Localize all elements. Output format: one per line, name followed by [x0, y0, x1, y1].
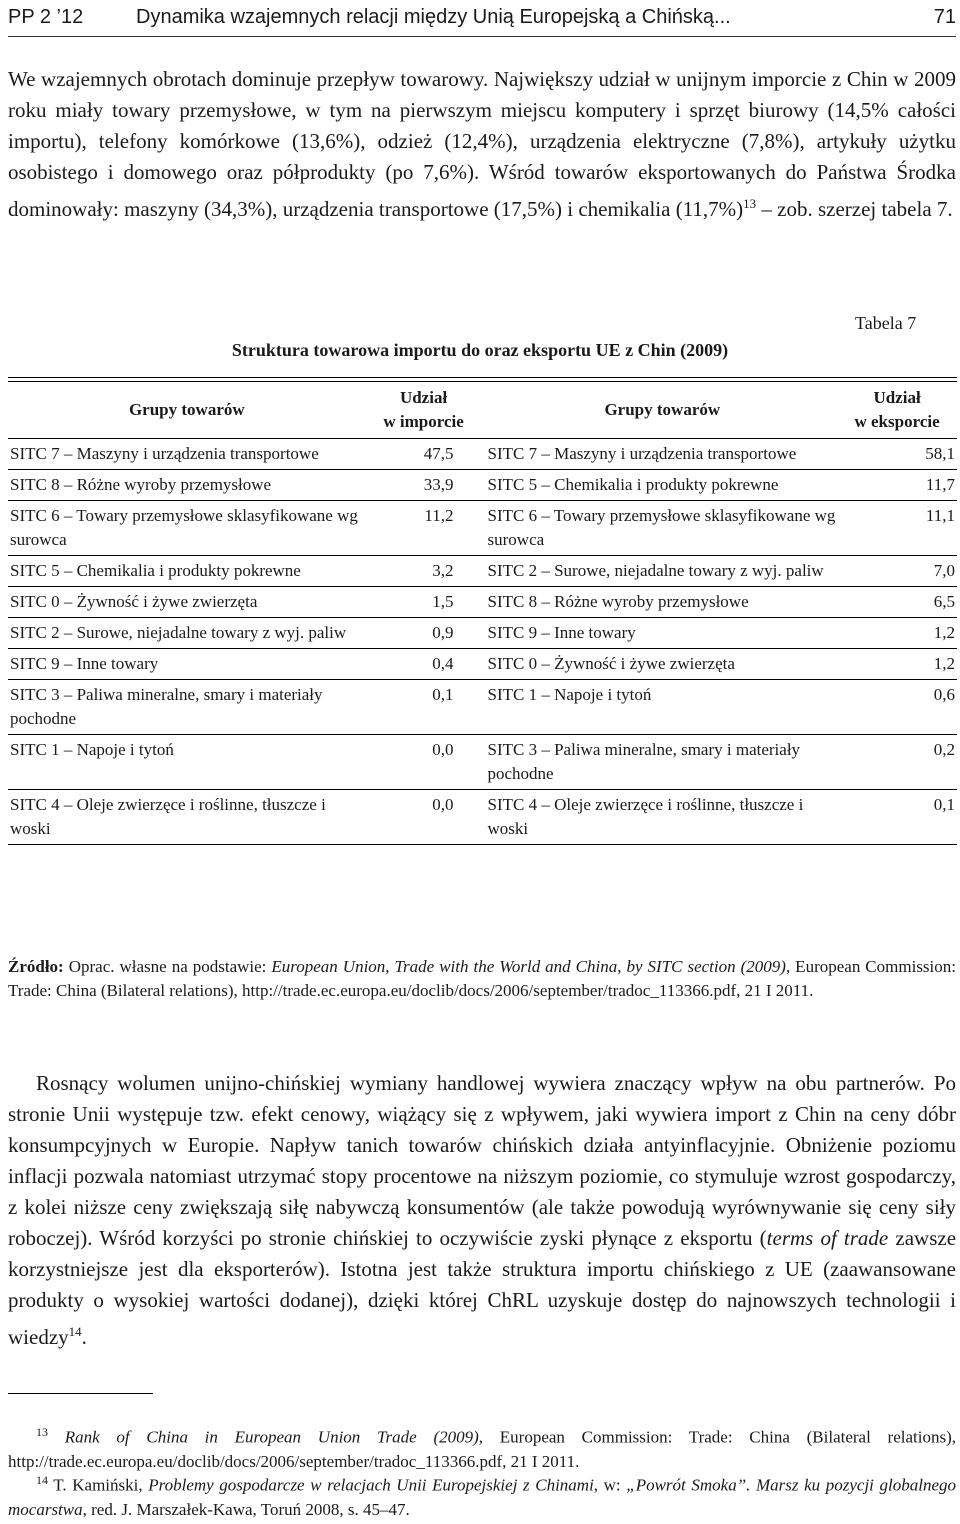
export-share-cell: 11,7	[925, 475, 955, 494]
header-share-import-line1: Udział	[399, 388, 448, 407]
import-share-cell: 0,0	[432, 740, 454, 759]
footnote-14-number: 14	[36, 1473, 48, 1487]
footnote-14-text: , w:	[593, 1475, 627, 1495]
import-group-cell: SITC 3 – Paliwa mineralne, smary i materiały pochodne	[10, 685, 323, 728]
table-row	[8, 500, 957, 555]
source-text-end: , European Commission: Trade: China (Bilateral relations), http://trade.ec.europa.eu/doclib/docs/2006/september/tradoc_113366.pdf, 21 I 2011.	[8, 957, 956, 1000]
running-title: Dynamika wzajemnych relacji między Unią Europejską a Chińską...	[136, 6, 731, 28]
intro-paragraph	[8, 64, 956, 225]
header-share-export-line2: w eksporcie	[854, 412, 940, 431]
table-row	[8, 469, 957, 500]
body-text-cont: zawsze korzystniejsze jest dla eksporterów). Istotna jest także struktura importu chińskiego z UE (zaawansowane produkty o wysokiej wartości dodanej), dzięki której ChRL uzyskuje dostęp do najnowszych technologii i wiedzy	[8, 1226, 957, 1349]
import-group-cell: SITC 1 – Napoje i tytoń	[10, 740, 174, 759]
import-share-cell: 1,5	[432, 592, 454, 611]
export-group-cell: SITC 5 – Chemikalia i produkty pokrewne	[487, 475, 779, 494]
table-body	[8, 438, 957, 844]
import-group-cell: SITC 2 – Surowe, niejadalne towary z wyj. paliw	[10, 623, 347, 642]
intro-text-end: – zob. szerzej tabela 7.	[756, 197, 953, 221]
source-text: Oprac. własne na podstawie:	[63, 957, 272, 976]
body-italic-term: terms of trade	[766, 1226, 889, 1250]
body-paragraph	[8, 1068, 956, 1353]
journal-issue: PP 2 ’12	[8, 6, 84, 28]
import-group-cell: SITC 4 – Oleje zwierzęce i roślinne, tłuszcze i woski	[10, 795, 326, 838]
table-row	[8, 438, 957, 469]
export-group-cell: SITC 9 – Inne towary	[487, 623, 636, 642]
footnote-14-text-end: , red. J. Marszałek-Kawa, Toruń 2008, s. 45–47.	[82, 1499, 410, 1519]
export-share-cell: 0,2	[933, 740, 955, 759]
export-group-cell: SITC 6 – Towary przemysłowe sklasyfikowane wg surowca	[487, 506, 836, 549]
footnote-14	[8, 1468, 956, 1522]
page-number: 71	[933, 6, 956, 28]
export-share-cell: 1,2	[933, 654, 955, 673]
import-share-cell: 47,5	[423, 444, 454, 463]
table-row	[8, 586, 957, 617]
export-share-cell: 58,1	[925, 444, 955, 463]
footnote-13	[8, 1420, 956, 1474]
trade-structure-table	[8, 377, 957, 845]
export-group-cell: SITC 7 – Maszyny i urządzenia transportowe	[487, 444, 797, 463]
export-group-cell: SITC 8 – Różne wyroby przemysłowe	[487, 592, 749, 611]
export-share-cell: 0,6	[933, 685, 955, 704]
import-share-cell: 0,1	[432, 685, 454, 704]
export-group-cell: SITC 2 – Surowe, niejadalne towary z wyj. paliw	[487, 561, 824, 580]
export-share-cell: 0,1	[933, 795, 955, 814]
footnote-ref-14[interactable]: 14	[68, 1324, 82, 1339]
intro-text: We wzajemnych obrotach dominuje przepływ towarowy. Największy udział w unijnym imporcie z Chin w 2009 roku miały towary przemysłowe, w tym na pierwszym miejscu komputery i sprzęt biurowy (14,5% całości importu), telefony komórkowe (13,6%), odzież (12,4%), urządzenia elektryczne (7,8%), artykuły użytku osobistego i domowego oraz półprodukty (po 7,6%). Wśród towarów eksportowanych do Państwa Środka dominowały: maszyny (34,3%), urządzenia transportowe (17,5%) i chemikalia (11,7%)	[8, 67, 956, 221]
import-group-cell: SITC 7 – Maszyny i urządzenia transportowe	[10, 444, 319, 463]
import-share-cell: 11,2	[424, 506, 454, 525]
table-header-row	[8, 382, 957, 438]
header-share-import	[364, 386, 484, 434]
import-group-cell: SITC 6 – Towary przemysłowe sklasyfikowane wg surowca	[10, 506, 358, 549]
body-text-end: .	[81, 1325, 87, 1349]
footnote-14-title: Problemy gospodarcze w relacjach Unii Europejskiej z Chinami	[148, 1475, 594, 1495]
table-label: Tabela 7	[855, 313, 917, 333]
header-share-import-line2: w imporcie	[383, 412, 464, 431]
table-row	[8, 648, 957, 679]
import-group-cell: SITC 0 – Żywność i żywe zwierzęta	[10, 592, 258, 611]
import-share-cell: 33,9	[423, 475, 454, 494]
header-share-export-line1: Udział	[873, 388, 921, 407]
header-share-export	[837, 386, 957, 434]
footnote-13-title: Rank of China in European Union Trade (2009)	[64, 1427, 479, 1447]
table-row	[8, 734, 957, 789]
export-group-cell: SITC 4 – Oleje zwierzęce i roślinne, tłuszcze i woski	[487, 795, 804, 838]
header-groups-import: Grupy towarów	[128, 400, 245, 419]
export-share-cell: 7,0	[933, 561, 955, 580]
import-share-cell: 3,2	[432, 561, 454, 580]
table-row	[8, 789, 957, 844]
footnote-13-number: 13	[36, 1425, 48, 1439]
body-text: Rosnący wolumen unijno-chińskiej wymiany handlowej wywiera znaczący wpływ na obu partnerów. Po stronie Unii występuje tzw. efekt cenowy, wiążący się z wpływem, jaki wywiera import z Chin na ceny dóbr konsumpcyjnych w Europie. Napływ tanich towarów chińskich działa antyinflacyjnie. Obniżenie poziomu inflacji pozwala natomiast utrzymać stopy procentowe na niższym poziomie, co stymuluje wzrost gospodarczy, z kolei niższe ceny zwiększają siłę nabywczą konsumentów (ale także powodują wyrównywanie się ceny siły roboczej). Wśród korzyści po stronie chińskiej to oczywiście zyski płynące z eksportu (	[8, 1071, 956, 1250]
table-row	[8, 617, 957, 648]
export-share-cell: 11,1	[925, 506, 955, 525]
header-groups-export: Grupy towarów	[604, 400, 721, 419]
footnote-rule	[8, 1393, 153, 1394]
source-label: Źródło:	[8, 957, 64, 976]
footnote-14-book: „Powrót Smoka”. Marsz ku pozycji globalnego mocarstwa	[8, 1475, 956, 1519]
running-header	[8, 0, 956, 37]
table-row	[8, 679, 957, 734]
import-group-cell: SITC 9 – Inne towary	[10, 654, 159, 673]
export-share-cell: 1,2	[933, 623, 955, 642]
footnote-13-text: , European Commission: Trade: China (Bilateral relations), http://trade.ec.europa.eu/doclib/docs/2006/september/tradoc_113366.pdf, 21 I 2011.	[8, 1427, 957, 1471]
source-title: European Union, Trade with the World and China, by SITC section (2009)	[271, 957, 786, 976]
table-source	[8, 955, 956, 1003]
export-share-cell: 6,5	[933, 592, 955, 611]
table-row	[8, 555, 957, 586]
table-title: Struktura towarowa importu do oraz eksportu UE z Chin (2009)	[231, 340, 729, 360]
export-group-cell: SITC 0 – Żywność i żywe zwierzęta	[487, 654, 735, 673]
footnote-ref-13[interactable]: 13	[743, 196, 757, 211]
export-group-cell: SITC 1 – Napoje i tytoń	[487, 685, 652, 704]
footnote-14-author: T. Kamiński,	[48, 1475, 149, 1495]
export-group-cell: SITC 3 – Paliwa mineralne, smary i materiały pochodne	[487, 740, 801, 783]
import-group-cell: SITC 5 – Chemikalia i produkty pokrewne	[10, 561, 301, 580]
import-group-cell: SITC 8 – Różne wyroby przemysłowe	[10, 475, 272, 494]
import-share-cell: 0,0	[432, 795, 454, 814]
import-share-cell: 0,9	[432, 623, 454, 642]
import-share-cell: 0,4	[432, 654, 454, 673]
